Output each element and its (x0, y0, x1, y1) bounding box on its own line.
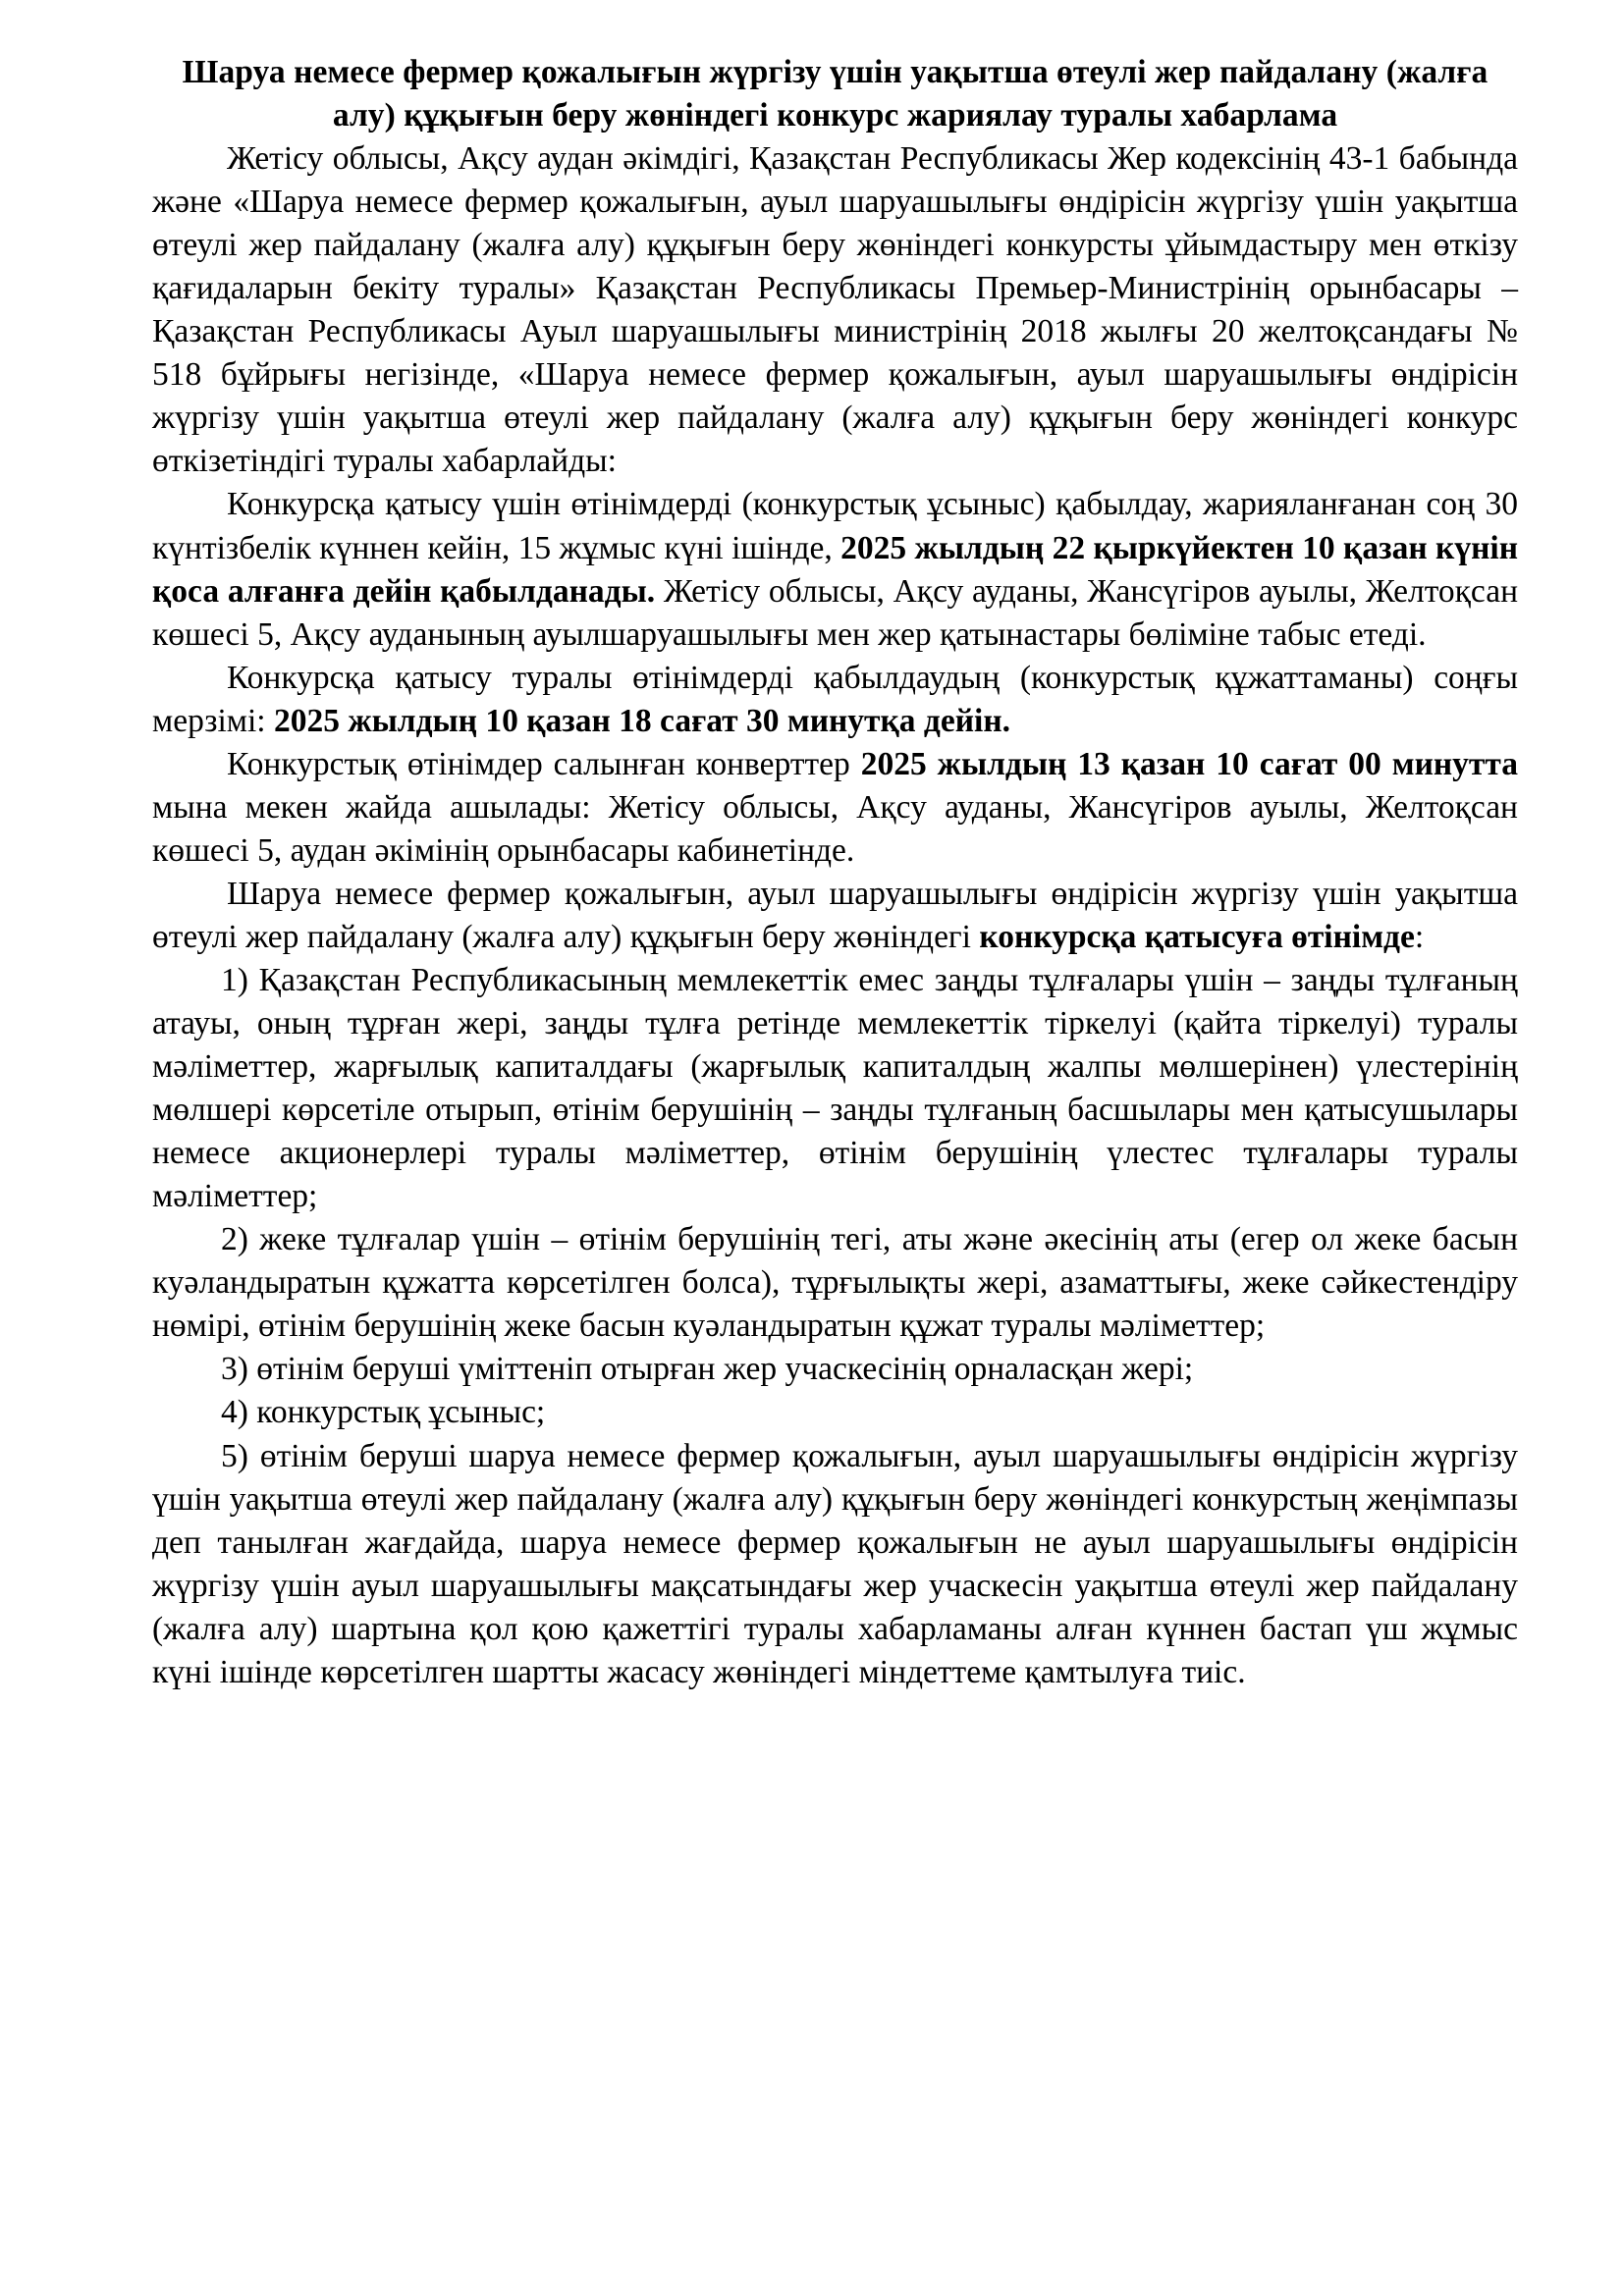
text-run: Шаруа немесе фермер қожалығын, ауыл шаруашылығы өндірісін жүргізу үшін уақытша өтеулі жер пайдалану (жалға алу) құқығын беру жөніндегі (152, 875, 1518, 955)
list-item-2 (152, 1218, 1518, 1348)
emphasis-run: 2025 жылдың 10 қазан 18 сағат 30 минутқа дейін. (273, 702, 1011, 739)
paragraph-application-acceptance (152, 483, 1518, 656)
text-run: 2) жеке тұлғалар үшін – өтінім берушінің тегі, аты және әкесінің аты (егер ол жеке басын куәландыратын құжатта көрсетілген болса), тұрғылықты жері, азаматтығы, жеке сәйкестендіру нөмірі, өтінім берушінің жеке басын куәландыратын құжат туралы мәліметтер; (152, 1221, 1518, 1345)
text-run: Конкурсқа қатысу туралы өтінімдерді қабылдаудың (конкурстық құжаттаманы) соңғы мерзімі: (152, 659, 1518, 739)
text-run: 4) конкурстық ұсыныс; (221, 1394, 546, 1431)
list-item-5 (152, 1435, 1518, 1694)
paragraph-deadline (152, 657, 1518, 743)
text-run: Конкурсқа қатысу үшін өтінімдерді (конкурстық ұсыныс) қабылдау, жарияланғанан соң 30 күнтізбелік күннен кейін, 15 жұмыс күні ішінде, (152, 486, 1518, 566)
list-item-4 (152, 1391, 1518, 1434)
list-item-3 (152, 1348, 1518, 1391)
text-run: Жетісу облысы, Ақсу ауданы, Жансүгіров ауылы, Желтоқсан көшесі 5, Ақсу ауданының ауылшаруашылығы мен жер қатынастары бөліміне табыс етеді. (152, 572, 1518, 653)
emphasis-run: конкурсқа қатысуға өтінімде (979, 918, 1415, 955)
emphasis-run: 2025 жылдың 22 қыркүйектен 10 қазан күнін қоса алғанға дейін қабылданады. (152, 529, 1518, 610)
paragraph-application-contents-lead (152, 873, 1518, 959)
text-run: 5) өтінім беруші шаруа немесе фермер қожалығын, ауыл шаруашылығы өндірісін жүргізу үшін уақытша өтеулі жер пайдалану (жалға алу) құқығын беру жөніндегі конкурстың жеңімпазы деп танылған жағдайда, шаруа немесе фермер қожалығын не ауыл шаруашылығы өндірісін жүргізу үшін ауыл шаруашылығы мақсатындағы жер учаскесін уақытша өтеулі жер пайдалану (жалға алу) шартына қол қою қажеттігі туралы хабарламаны алған күннен бастап үш жұмыс күні ішінде көрсетілген шартты жасасу жөніндегі міндеттеме қамтылуға тиіс. (152, 1437, 1518, 1690)
list-item-1 (152, 959, 1518, 1218)
page-title: Шаруа немесе фермер қожалығын жүргізу үшін уақытша өтеулі жер пайдалану (жалға алу) құқығын беру жөніндегі конкурс жариялау туралы хабарлама (182, 54, 1489, 134)
text-run: 1) Қазақстан Республикасының мемлекеттік емес заңды тұлғалары үшін – заңды тұлғаның атауы, оның тұрған жері, заңды тұлға ретінде мемлекеттік тіркелуі (қайта тіркелуі) туралы мәліметтер, жарғылық капиталдағы (жарғылық капиталдың жалпы мөлшерінен) үлестерінің мөлшері көрсетіле отырып, өтінім берушінің – заңды тұлғаның басшылары мен қатысушылары немесе акционерлері туралы мәліметтер, өтінім берушінің үлестес тұлғалары туралы мәліметтер; (152, 961, 1518, 1215)
text-run: мына мекен жайда ашылады: Жетісу облысы, Ақсу ауданы, Жансүгіров ауылы, Желтоқсан көшесі 5, аудан әкімінің орынбасары кабинетінде. (152, 788, 1518, 869)
paragraph-intro (152, 137, 1518, 483)
document-body (152, 51, 1518, 1694)
emphasis-run: 2025 жылдың 13 қазан 10 сағат 00 минутта (860, 745, 1519, 782)
paragraph-envelope-opening (152, 743, 1518, 873)
text-run: Конкурстық өтінімдер салынған конверттер (227, 745, 861, 782)
text-run: Жетісу облысы, Ақсу аудан әкімдігі, Қазақстан Республикасы Жер кодексінің 43-1 бабында және «Шаруа немесе фермер қожалығын, ауыл шаруашылығы өндірісін жүргізу үшін уақытша өтеулі жер пайдалану (жалға алу) құқығын беру жөніндегі конкурсты ұйымдастыру мен өткізу қағидаларын бекіту туралы» Қазақстан Республикасы Премьер-Министрінің орынбасары – Қазақстан Республикасы Ауыл шаруашылығы министрінің 2018 жылғы 20 желтоқсандағы № 518 бұйрығы негізінде, «Шаруа немесе фермер қожалығын, ауыл шаруашылығы өндірісін жүргізу үшін уақытша өтеулі жер пайдалану (жалға алу) құқығын беру жөніндегі конкурс өткізетіндігі туралы хабарлайды: (152, 140, 1518, 480)
text-run: 3) өтінім беруші үміттеніп отырған жер учаскесінің орналасқан жері; (221, 1351, 1194, 1388)
text-run: : (1414, 918, 1425, 955)
